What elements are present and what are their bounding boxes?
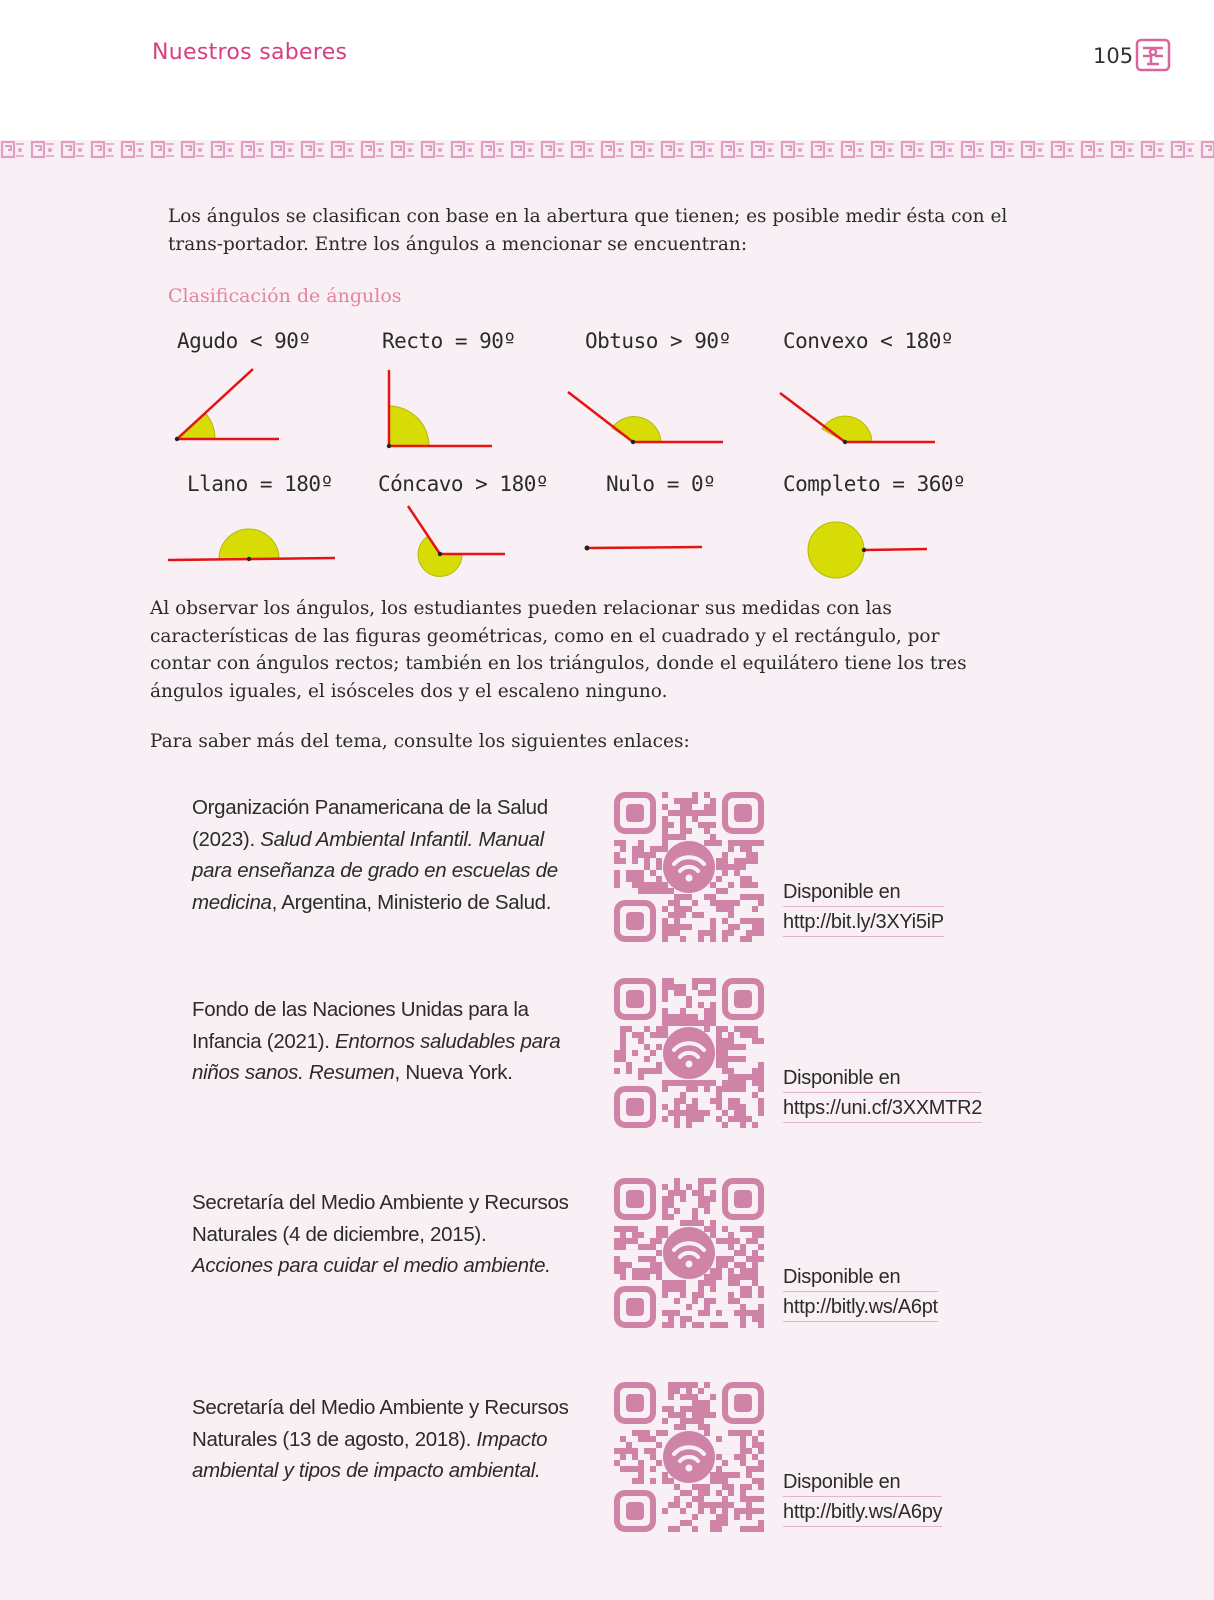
decorative-border-strip	[0, 139, 1214, 161]
reference-2	[192, 994, 572, 1089]
reference-author: Secretaría del Medio Ambiente y Recursos Naturales (4 de diciembre, 2015).	[192, 1191, 569, 1246]
reference-title: Entornos saludables para niños sanos. Resumen	[192, 1029, 561, 1084]
available-label: Disponible en	[783, 877, 944, 907]
reference-title: Impacto ambiental y tipos de impacto ambiental.	[192, 1427, 548, 1482]
reference-author: Organización Panamericana de la Salud (2023).	[192, 796, 548, 851]
qr-code-icon[interactable]	[614, 1178, 764, 1328]
angle-label-completo: Completo = 360º	[783, 472, 966, 496]
qr-code-icon[interactable]	[614, 978, 764, 1128]
angle-diagram-agudo	[175, 369, 279, 441]
body-paragraph: Al observar los ángulos, los estudiantes pueden relacionar sus medidas con las características de las figuras geométricas, como en el cuadrado y el rectángulo, por contar con ángulos rectos; también en los triángulos, donde el equilátero tiene los tres ángulos iguales, el isósceles dos y el escaleno ninguno.	[150, 598, 967, 702]
reference-author: Secretaría del Medio Ambiente y Recursos Naturales (13 de agosto, 2018).	[192, 1396, 569, 1451]
page-number: 105	[1093, 44, 1134, 68]
intro-paragraph: Los ángulos se clasifican con base en la abertura que tienen; es posible medir ésta con el trans-portador. Entre los ángulos a mencionar se encuentran:	[168, 206, 1008, 255]
angle-diagrams	[0, 350, 1214, 590]
glyph-emblem-icon	[1133, 36, 1173, 74]
angle-label-recto: Recto = 90º	[382, 329, 516, 353]
reference-1-link-block	[783, 877, 944, 937]
reference-url-link[interactable]: https://uni.cf/3XXMTR2	[783, 1093, 982, 1123]
available-label: Disponible en	[783, 1262, 938, 1292]
angle-diagram-concavo	[408, 506, 505, 576]
angle-label-concavo: Cóncavo > 180º	[378, 472, 549, 496]
available-label: Disponible en	[783, 1063, 982, 1093]
angle-label-obtuso: Obtuso > 90º	[585, 329, 731, 353]
reference-tail: , Argentina, Ministerio de Salud.	[271, 890, 552, 914]
links-intro: Para saber más del tema, consulte los siguientes enlaces:	[150, 731, 690, 752]
section-title: Nuestros saberes	[152, 40, 348, 65]
reference-author: Fondo de las Naciones Unidas para la Infancia (2021).	[192, 998, 529, 1053]
reference-tail: , Nueva York.	[394, 1061, 513, 1084]
reference-1	[192, 792, 572, 918]
angle-label-nulo: Nulo = 0º	[606, 472, 716, 496]
qr-code-icon[interactable]	[614, 1382, 764, 1532]
angle-diagram-llano	[168, 529, 335, 561]
reference-3	[192, 1187, 572, 1282]
angle-diagram-obtuso	[568, 392, 723, 444]
available-label: Disponible en	[783, 1467, 942, 1497]
reference-url-link[interactable]: http://bitly.ws/A6py	[783, 1497, 942, 1527]
reference-url-link[interactable]: http://bit.ly/3XYi5iP	[783, 907, 944, 937]
angle-label-llano: Llano = 180º	[187, 472, 333, 496]
reference-4	[192, 1392, 572, 1487]
reference-title: Salud Ambiental Infantil. Manual para enseñanza de grado en escuelas de medicina	[192, 827, 558, 914]
reference-3-link-block	[783, 1262, 938, 1322]
angle-diagram-completo	[808, 522, 927, 578]
angle-diagram-recto	[387, 370, 492, 448]
reference-url-link[interactable]: http://bitly.ws/A6pt	[783, 1292, 938, 1322]
angle-label-convexo: Convexo < 180º	[783, 329, 954, 353]
angle-diagram-nulo	[585, 546, 703, 551]
reference-4-link-block	[783, 1467, 942, 1527]
reference-title: Acciones para cuidar el medio ambiente.	[192, 1254, 551, 1277]
angle-diagram-convexo	[780, 393, 935, 444]
qr-code-icon[interactable]	[614, 792, 764, 942]
angle-label-agudo: Agudo < 90º	[177, 329, 311, 353]
classification-subtitle: Clasificación de ángulos	[168, 285, 402, 307]
page-header-band	[0, 0, 1214, 140]
reference-2-link-block	[783, 1063, 982, 1123]
